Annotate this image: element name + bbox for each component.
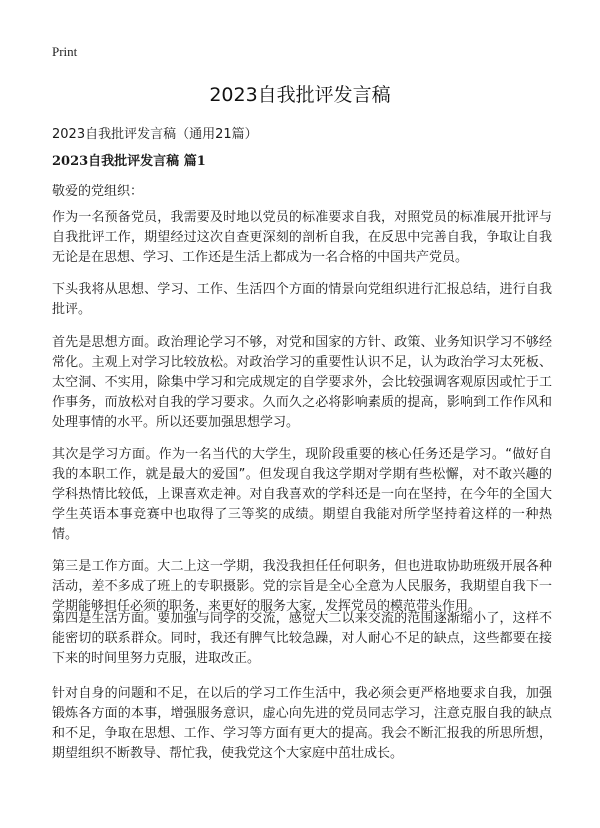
greeting: 敬爱的党组织： xyxy=(52,184,144,199)
paragraph-study: 其次是学习方面。作为一名当代的大学生，现阶段重要的核心任务还是学习。“做好自我的本职工作，就是最大的爱国”。但发现自我这学期对学期有些松懈，对不敢兴趣的学科热情比较低，上课喜欢走神。对自我喜欢的学科还是一向在坚持，在今年的全国大学生英语本事竞赛中也取得了三等奖的成绩。期望自我能对所学坚持着这样的一种热情。 xyxy=(52,447,552,542)
page-title: 2023自我批评发言稿 xyxy=(209,84,391,106)
section-heading: 2023自我批评发言稿 篇1 xyxy=(52,154,206,169)
paragraph-conclusion: 针对自身的问题和不足，在以后的学习工作生活中，我必须会更严格地要求自我，加强锻炼各方面的本事，增强服务意识，虚心向先进的党员同志学习，注意克服自我的缺点和不足，争取在思想、工作、学习等方面有更大的提高。我会不断汇报我的所思所想，期望组织不断教导、帮忙我，使我党这个大家庭中茁壮成长。 xyxy=(52,686,552,761)
print-link[interactable]: Print xyxy=(52,44,78,59)
paragraph-life: 第四是生活方面。要加强与同学的交流，感觉大二以来交流的范围逐渐缩小了，这样不能密切的联系群众。同时，我还有脾气比较急躁，对人耐心不足的缺点，这些都要在接下来的时间里努力克服，进取改正。 xyxy=(52,611,552,666)
paragraph-work: 第三是工作方面。大二上这一学期，我没我担任任何职务，但也进取协助班级开展各种活动，差不多成了班上的专职摄影。党的宗旨是全心全意为人民服务，我期望自我下一学期能够担任必须的职务，来更好的服务大家，发挥党员的模范带头作用。 xyxy=(52,559,552,614)
document-subtitle: 2023自我批评发言稿（通用21篇） xyxy=(52,127,258,142)
paragraph-overview: 下头我将从思想、学习、工作、生活四个方面的情景向党组织进行汇报总结，进行自我批评。 xyxy=(52,282,552,317)
paragraph-thought: 首先是思想方面。政治理论学习不够，对党和国家的方针、政策、业务知识学习不够经常化。主观上对学习比较放松。对政治学习的重要性认识不足，认为政治学习太死板、太空洞、不实用，除集中学习和完成规定的自学要求外，会比较强调客观原因或忙于工作事务，而放松对自我的学习要求。久而久之必将影响素质的提高，影响到工作作风和处理事情的水平。所以还要加强思想学习。 xyxy=(52,335,552,430)
paragraph-intro: 作为一名预备党员，我需要及时地以党员的标准要求自我，对照党员的标准展开批评与自我批评工作，期望经过这次自查更深刻的剖析自我，在反思中完善自我，争取让自我无论是在思想、学习、工作还是生活上都成为一名合格的中国共产党员。 xyxy=(52,210,552,265)
